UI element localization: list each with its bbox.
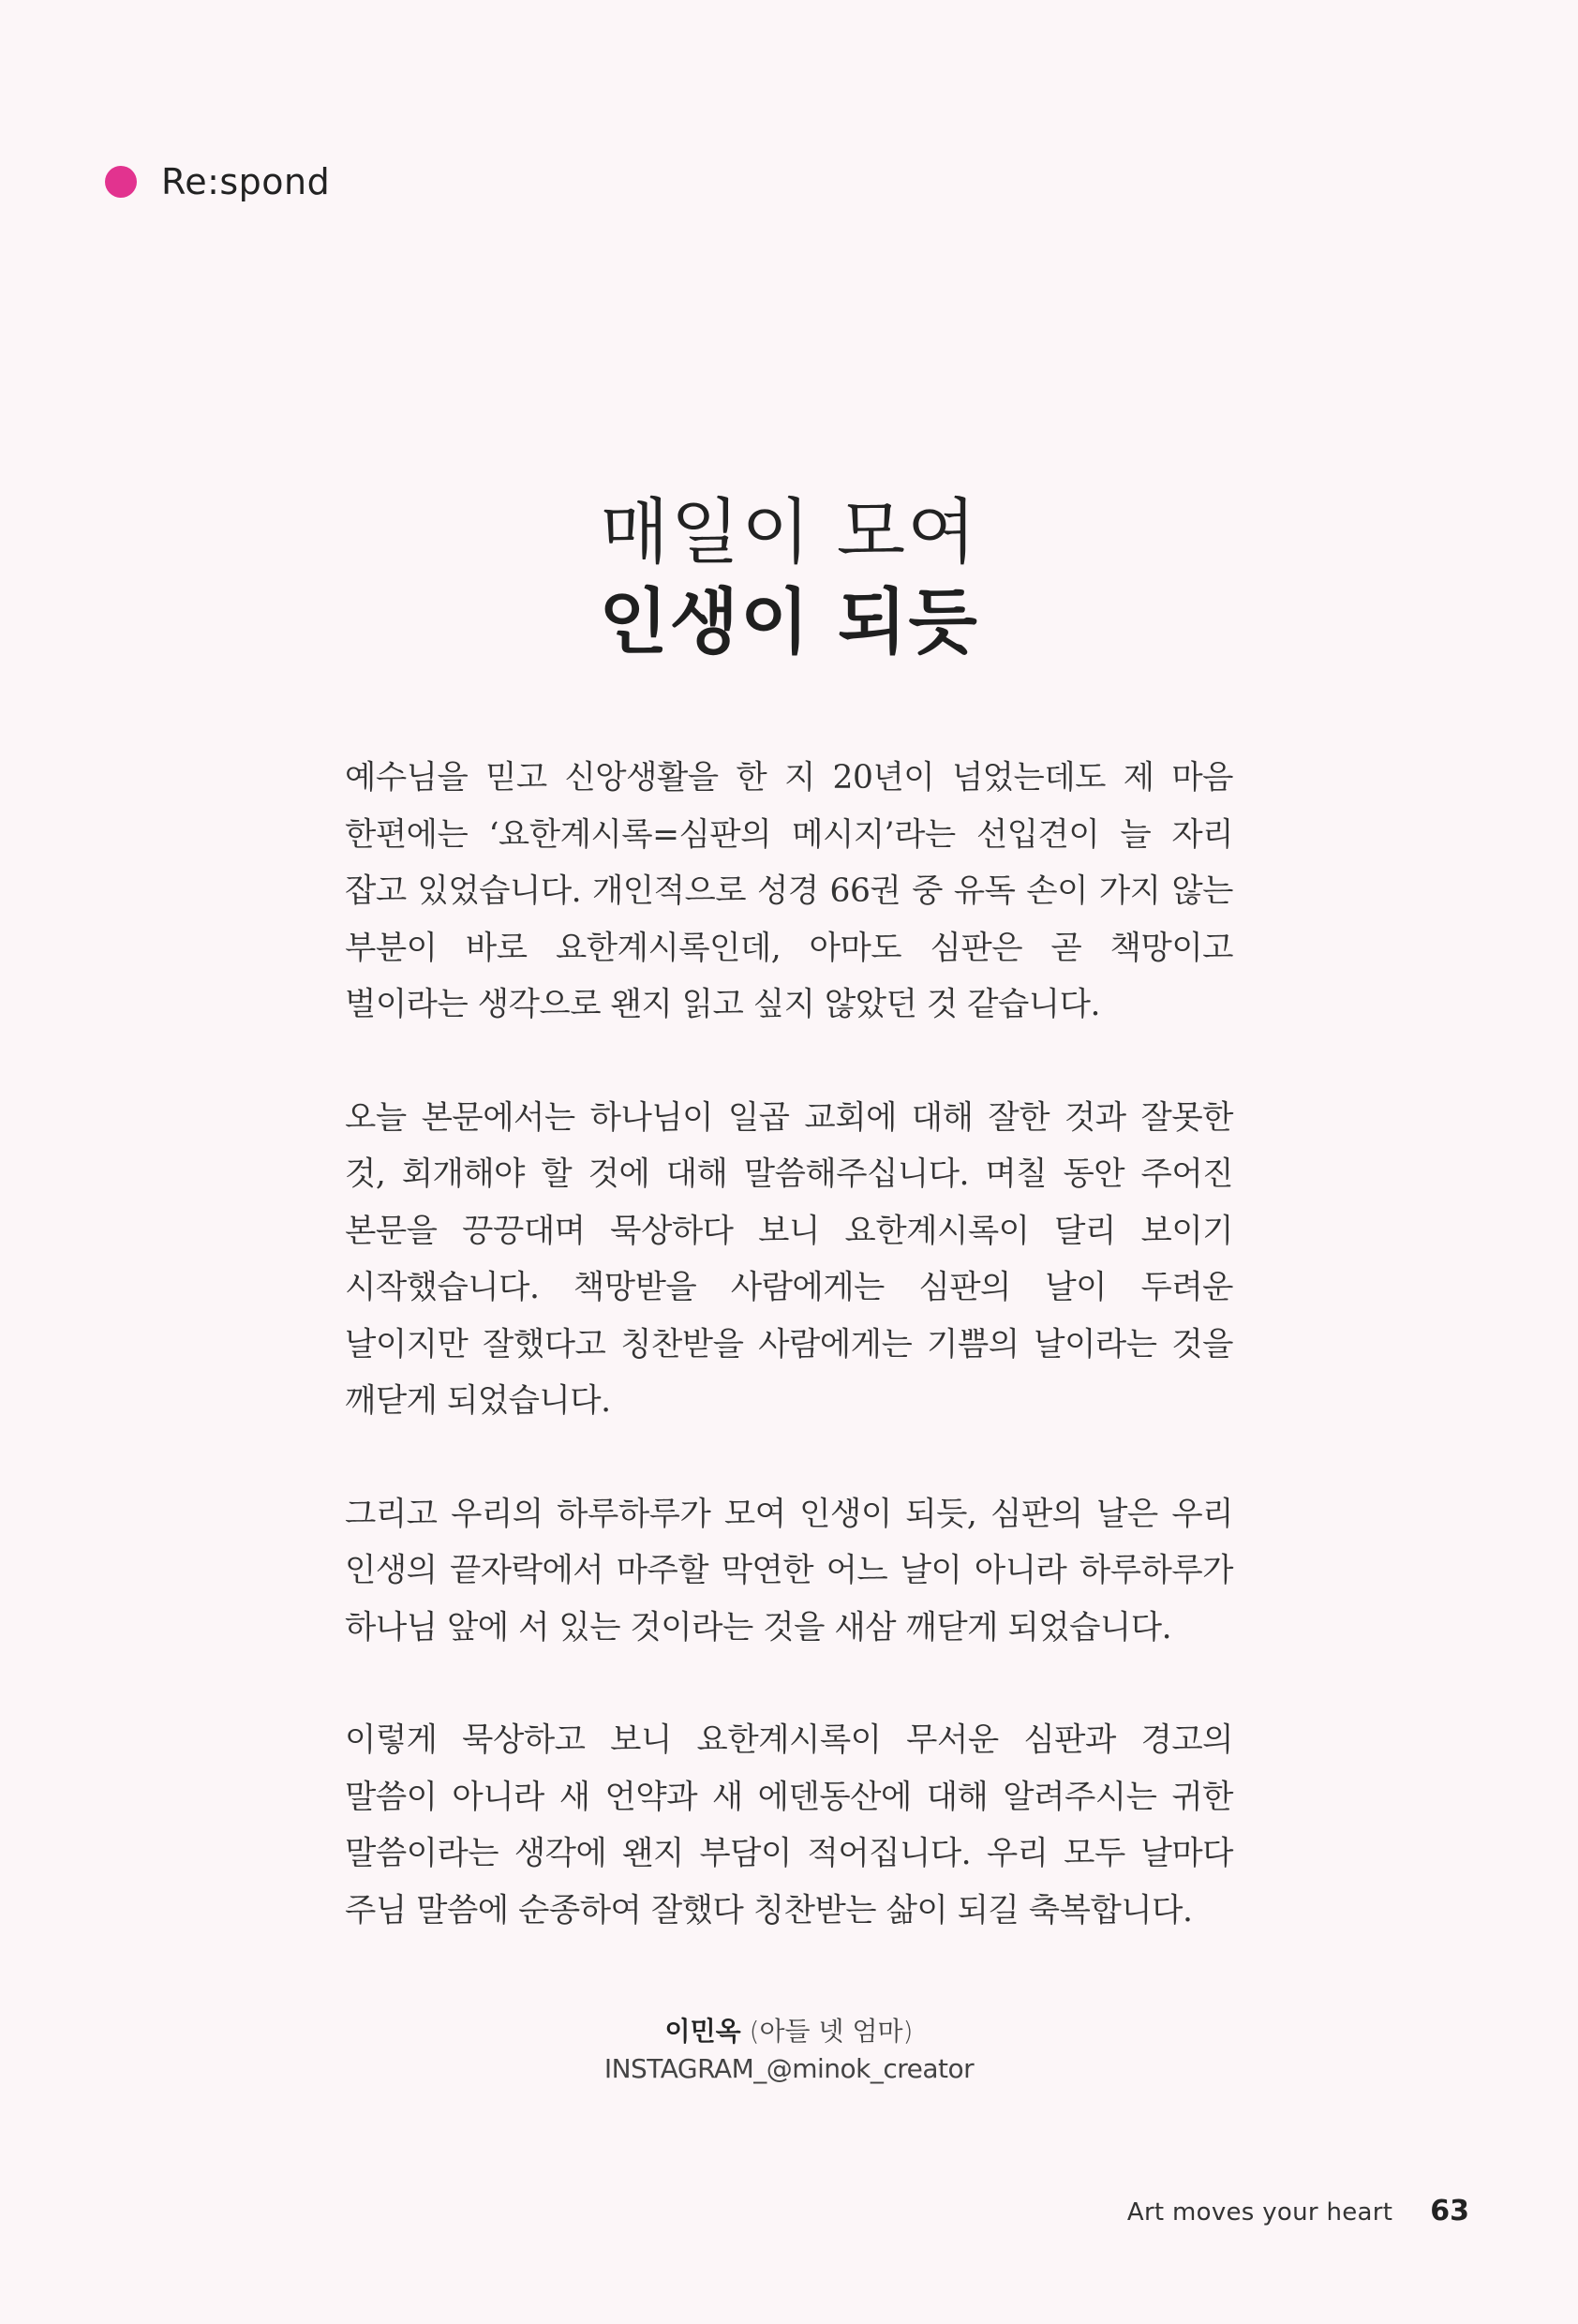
pink-dot-icon [105,166,137,198]
article-title [0,487,1578,667]
footer-tagline: Art moves your heart [1126,2198,1393,2227]
page-footer [1127,2195,1469,2227]
author-role: (아들 넷 엄마) [749,2016,914,2047]
author-credit [0,2013,1578,2088]
body-paragraph-3: 그리고 우리의 하루하루가 모여 인생이 되듯, 심판의 날은 우리 인생의 끝자락에서 마주할 막연한 어느 날이 아니라 하루하루가 하나님 앞에 서 있는 것이라는 것을 새삼 깨닫게 되었습니다. [345,1495,1233,1646]
author-line [0,2013,1578,2050]
author-name: 이민옥 [664,2016,741,2047]
article-title-line2: 인생이 되듯 [599,580,979,663]
section-tag-label: Re:spond [161,161,331,202]
body-paragraph-2: 오늘 본문에서는 하나님이 일곱 교회에 대해 잘한 것과 잘못한 것, 회개해야 할 것에 대해 말씀해주십니다. 며칠 동안 주어진 본문을 끙끙대며 묵상하다 보니 요한계시록이 달리 보이기 시작했습니다. 책망받을 사람에게는 심판의 날이 두려운 날이지만 잘했다고 칭찬받을 사람에게는 기쁨의 날이라는 것을 깨닫게 되었습니다. [345,1098,1233,1420]
section-tag [105,157,330,206]
body-paragraph-1: 예수님을 믿고 신앙생활을 한 지 20년이 넘었는데도 제 마음 한편에는 ‘요한계시록=심판의 메시지’라는 선입견이 늘 자리 잡고 있었습니다. 개인적으로 성경 66권 중 유독 손이 가지 않는 부분이 바로 요한계시록인데, 아마도 심판은 곧 책망이고 벌이라는 생각으로 왠지 읽고 싶지 않았던 것 같습니다. [345,759,1233,1023]
article-title-line1: 매일이 모여 [600,490,978,574]
author-instagram: INSTAGRAM_@minok_creator [603,2053,975,2084]
body-paragraph-4: 이렇게 묵상하고 보니 요한계시록이 무서운 심판과 경고의 말씀이 아니라 새 언약과 새 에덴동산에 대해 알려주시는 귀한 말씀이라는 생각에 왠지 부담이 적어집니다. 우리 모두 날마다 주님 말씀에 순종하여 잘했다 칭찬받는 삶이 되길 축복합니다. [345,1721,1233,1929]
page-number: 63 [1430,2195,1469,2227]
article-body [345,750,1233,1995]
